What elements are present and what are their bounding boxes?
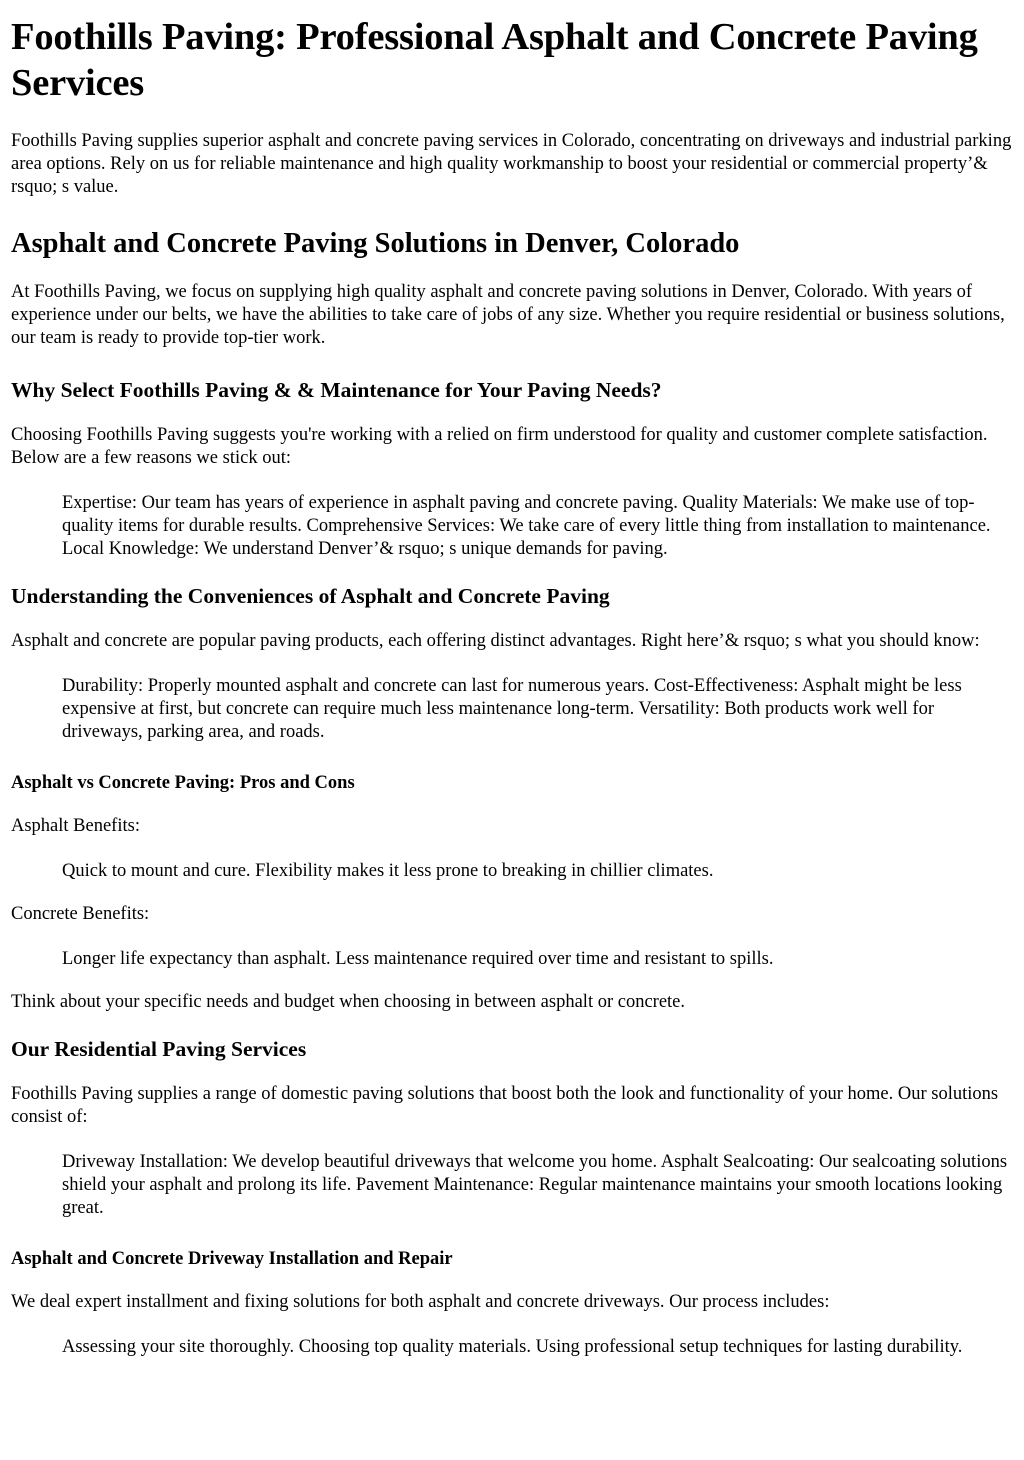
pros-cons-conclusion: Think about your specific needs and budget when choosing in between asphalt or concrete.: [11, 992, 686, 1012]
page-title: Foothills Paving: Professional Asphalt and Concrete Paving Services: [11, 16, 978, 104]
driveway-section-heading: Asphalt and Concrete Driveway Installation and Repair: [11, 1249, 453, 1269]
denver-section-paragraph: At Foothills Paving, we focus on supplying high quality asphalt and concrete paving solutions in Denver, Colorado. With years of experience under our belts, we have the abilities to take care of jobs of any size. Whether you require residential or business solutions, our team is ready to provide top-tier work.: [11, 282, 1005, 348]
why-section-blockquote: Expertise: Our team has years of experience in asphalt paving and concrete paving. Quality Materials: We make use of top-quality items for durable results. Comprehensive Services: We take care of every little thing from installation to maintenance. Local Knowledge: We understand Denver’& rsquo; s unique demands for paving.: [62, 493, 991, 559]
driveway-section-paragraph: We deal expert installment and fixing solutions for both asphalt and concrete driveways. Our process includes:: [11, 1292, 830, 1312]
pros-cons-heading: Asphalt vs Concrete Paving: Pros and Cons: [11, 773, 355, 793]
asphalt-benefits-label: Asphalt Benefits:: [11, 816, 140, 836]
concrete-benefits-label: Concrete Benefits:: [11, 904, 150, 924]
benefits-section-paragraph: Asphalt and concrete are popular paving products, each offering distinct advantages. Right here’& rsquo; s what you should know:: [11, 631, 980, 651]
article: [0, 14, 1024, 1359]
benefits-section-blockquote: Durability: Properly mounted asphalt and concrete can last for numerous years. Cost-Effectiveness: Asphalt might be less expensive at first, but concrete can require much less maintenance long-term. Versatility: Both products work well for driveways, parking area, and roads.: [62, 676, 962, 742]
asphalt-benefits-blockquote: Quick to mount and cure. Flexibility makes it less prone to breaking in chillier climates.: [62, 861, 714, 881]
denver-section-heading: Asphalt and Concrete Paving Solutions in Denver, Colorado: [11, 228, 740, 259]
residential-section-blockquote: Driveway Installation: We develop beautiful driveways that welcome you home. Asphalt Sealcoating: Our sealcoating solutions shield your asphalt and prolong its life. Pavement Maintenance: Regular maintenance maintains your smooth locations looking great.: [62, 1152, 1008, 1218]
driveway-section-blockquote: Assessing your site thoroughly. Choosing top quality materials. Using professional setup techniques for lasting durability.: [62, 1337, 963, 1357]
residential-section-heading: Our Residential Paving Services: [11, 1037, 307, 1061]
concrete-benefits-blockquote: Longer life expectancy than asphalt. Less maintenance required over time and resistant to spills.: [62, 949, 774, 969]
residential-section-paragraph: Foothills Paving supplies a range of domestic paving solutions that boost both the look and functionality of your home. Our solutions consist of:: [11, 1084, 999, 1127]
why-section-heading: Why Select Foothills Paving & & Maintenance for Your Paving Needs?: [11, 378, 662, 402]
intro-paragraph: Foothills Paving supplies superior asphalt and concrete paving services in Colorado, concentrating on driveways and industrial parking area options. Rely on us for reliable maintenance and high quality workmanship to boost your residential or commercial property’& rsquo; s value.: [11, 131, 1012, 197]
why-section-paragraph: Choosing Foothills Paving suggests you're working with a relied on firm understood for quality and customer complete satisfaction. Below are a few reasons we stick out:: [11, 425, 988, 468]
benefits-section-heading: Understanding the Conveniences of Asphalt and Concrete Paving: [11, 584, 610, 608]
